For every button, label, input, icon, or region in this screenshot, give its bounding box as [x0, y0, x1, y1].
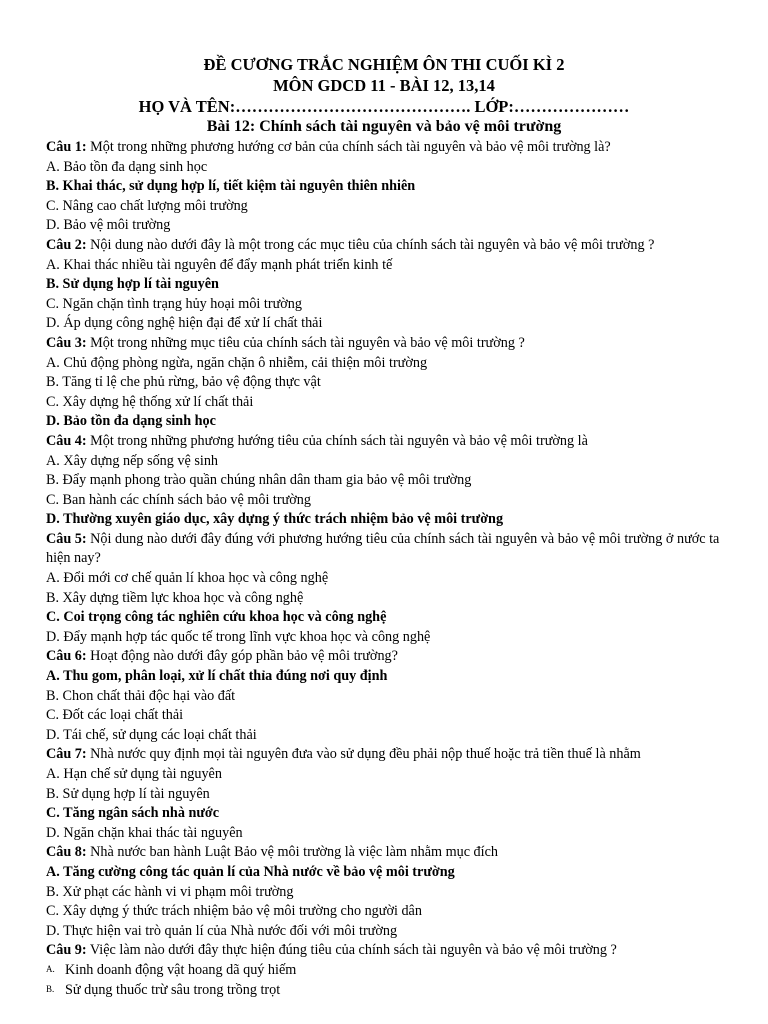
question-stem: Nhà nước quy định mọi tài nguyên đưa vào sử dụng đều phải nộp thuế hoặc trả tiền thuế là nhằm [86, 746, 641, 763]
option-text: C. Ban hành các chính sách bảo vệ môi trường [46, 491, 311, 508]
option-text: D. Đẩy mạnh hợp tác quốc tế trong lĩnh vực khoa học và công nghệ [46, 628, 431, 645]
lesson-title: Bài 12: Chính sách tài nguyên và bảo vệ môi trường [206, 118, 562, 135]
question-stem: Nội dung nào dưới đây đúng với phương hướng tiêu của chính sách tài nguyên và bảo vệ môi trường ở nước ta hiện nay? [46, 530, 720, 567]
question-text [46, 236, 728, 256]
question-label: Câu 5: [46, 530, 87, 547]
option-text: C. Coi trọng công tác nghiên cứu khoa học và công nghệ [46, 609, 387, 626]
answer-option-correct [46, 608, 728, 628]
option-text: B. Xây dựng tiềm lực khoa học và công nghệ [46, 589, 304, 606]
option-text: Kinh doanh động vật hoang dã quý hiếm [65, 961, 297, 978]
option-text: B. Xử phạt các hành vi vi phạm môi trường [46, 883, 294, 900]
answer-option-correct [46, 177, 728, 197]
answer-option [46, 902, 728, 922]
answer-option-correct [46, 804, 728, 824]
question-label: Câu 4: [46, 432, 87, 449]
answer-option [46, 197, 728, 217]
option-marker: B. [46, 983, 55, 994]
option-text: D. Thực hiện vai trò quản lí của Nhà nước đối với môi trường [46, 922, 398, 939]
option-text: D. Áp dụng công nghệ hiện đại để xử lí chất thải [46, 315, 323, 332]
option-text: C. Ngăn chặn tình trạng hủy hoại môi trường [46, 295, 302, 312]
option-text: C. Nâng cao chất lượng môi trường [46, 197, 248, 214]
answer-option-correct [46, 510, 728, 530]
answer-option [46, 922, 728, 942]
answer-option [46, 785, 728, 805]
answer-option [46, 256, 728, 276]
question-text [46, 334, 728, 354]
answer-option [46, 373, 728, 393]
option-text: A. Tăng cường công tác quản lí của Nhà nước về bảo vệ môi trường [46, 863, 455, 880]
option-text: C. Đốt các loại chất thải [46, 707, 184, 724]
option-text: C. Xây dựng hệ thống xử lí chất thải [46, 393, 254, 410]
question-label: Câu 3: [46, 334, 87, 351]
question-label: Câu 7: [46, 746, 87, 763]
answer-option-correct [46, 667, 728, 687]
option-marker: A. [46, 963, 55, 974]
question-label: Câu 8: [46, 844, 87, 861]
answer-option [46, 589, 728, 609]
question-text [46, 647, 728, 667]
question-text [46, 745, 728, 765]
option-text: D. Thường xuyên giáo dục, xây dựng ý thức trách nhiệm bảo vệ môi trường [46, 511, 504, 528]
option-text: D. Tái chế, sử dụng các loại chất thải [46, 726, 257, 743]
question-text [46, 843, 728, 863]
question-text [46, 530, 728, 569]
answer-option [46, 452, 728, 472]
option-text: A. Thu gom, phân loại, xử lí chất thỉa đúng nơi quy định [46, 668, 388, 685]
question-label: Câu 9: [46, 942, 87, 959]
question-list [0, 138, 768, 1000]
question-stem: Nội dung nào dưới đây là một trong các mục tiêu của chính sách tài nguyên và bảo vệ môi trường ? [86, 236, 655, 253]
option-text: A. Khai thác nhiều tài nguyên để đẩy mạnh phát triển kinh tế [46, 256, 393, 273]
answer-option [46, 314, 728, 334]
option-text: A. Chủ động phòng ngừa, ngăn chặn ô nhiễm, cải thiện môi trường [46, 354, 428, 371]
option-text: B. Sử dụng hợp lí tài nguyên [46, 785, 210, 802]
option-text: A. Hạn chế sử dụng tài nguyên [46, 766, 222, 782]
question-label: Câu 1: [46, 139, 87, 155]
answer-option [46, 706, 728, 726]
option-text: C. Tăng ngân sách nhà nước [46, 805, 220, 822]
question-stem: Nhà nước ban hành Luật Bảo vệ môi trường là việc làm nhằm mục đích [86, 844, 498, 861]
option-text: D. Bảo tồn đa dạng sinh học [46, 413, 216, 430]
answer-option [46, 981, 728, 1001]
option-text: B. Tăng tỉ lệ che phủ rừng, bảo vệ động thực vật [46, 374, 321, 391]
option-text: A. Bảo tồn đa dạng sinh học [46, 158, 208, 175]
question-label: Câu 2: [46, 236, 87, 253]
answer-option [46, 961, 728, 981]
option-text: B. Chon chất thải độc hại vào đất [46, 687, 236, 704]
option-text: B. Đẩy mạnh phong trào quần chúng nhân dân tham gia bảo vệ môi trường [46, 472, 472, 489]
question-stem: Hoạt động nào dưới đây góp phần bảo vệ môi trường? [86, 648, 398, 665]
answer-option [46, 295, 728, 315]
document-title: ĐỀ CƯƠNG TRẮC NGHIỆM ÔN THI CUỐI KÌ 2 [203, 55, 565, 74]
answer-option [46, 471, 728, 491]
answer-option [46, 628, 728, 648]
answer-option-correct [46, 412, 728, 432]
answer-option [46, 393, 728, 413]
answer-option-correct [46, 863, 728, 883]
option-text: Sử dụng thuốc trừ sâu trong trồng trọt [65, 981, 281, 998]
student-info-line: HỌ VÀ TÊN:……………………………………. LỚP:………………… [138, 97, 630, 116]
answer-option [46, 491, 728, 511]
answer-option [46, 726, 728, 746]
question-text [46, 941, 728, 961]
question-stem: Việc làm nào dưới đây thực hiện đúng tiêu của chính sách tài nguyên và bảo vệ môi trường ? [86, 942, 617, 959]
question-stem: Một trong những phương hướng tiêu của chính sách tài nguyên và bảo vệ môi trường là [86, 432, 588, 449]
answer-option [46, 354, 728, 374]
answer-option [46, 216, 728, 236]
option-text: B. Khai thác, sử dụng hợp lí, tiết kiệm tài nguyên thiên nhiên [46, 178, 416, 195]
answer-option [46, 765, 728, 785]
option-text: C. Xây dựng ý thức trách nhiệm bảo vệ môi trường cho người dân [46, 903, 422, 920]
option-text: A. Đổi mới cơ chế quản lí khoa học và công nghệ [46, 570, 329, 587]
question-label: Câu 6: [46, 648, 87, 665]
answer-option [46, 569, 728, 589]
option-text: D. Ngăn chặn khai thác tài nguyên [46, 824, 243, 841]
answer-option [46, 883, 728, 903]
option-text: D. Bảo vệ môi trường [46, 217, 171, 234]
answer-option [46, 687, 728, 707]
question-text [46, 138, 728, 158]
answer-option [46, 824, 728, 844]
question-text [46, 432, 728, 452]
answer-option [46, 158, 728, 178]
question-stem: Một trong những phương hướng cơ bản của chính sách tài nguyên và bảo vệ môi trường là? [86, 139, 611, 155]
option-text: B. Sử dụng hợp lí tài nguyên [46, 276, 219, 293]
question-stem: Một trong những mục tiêu của chính sách tài nguyên và bảo vệ môi trường ? [86, 334, 525, 351]
answer-option-correct [46, 275, 728, 295]
subject-line: MÔN GDCD 11 - BÀI 12, 13,14 [273, 76, 495, 95]
option-text: A. Xây dựng nếp sống vệ sinh [46, 452, 219, 469]
